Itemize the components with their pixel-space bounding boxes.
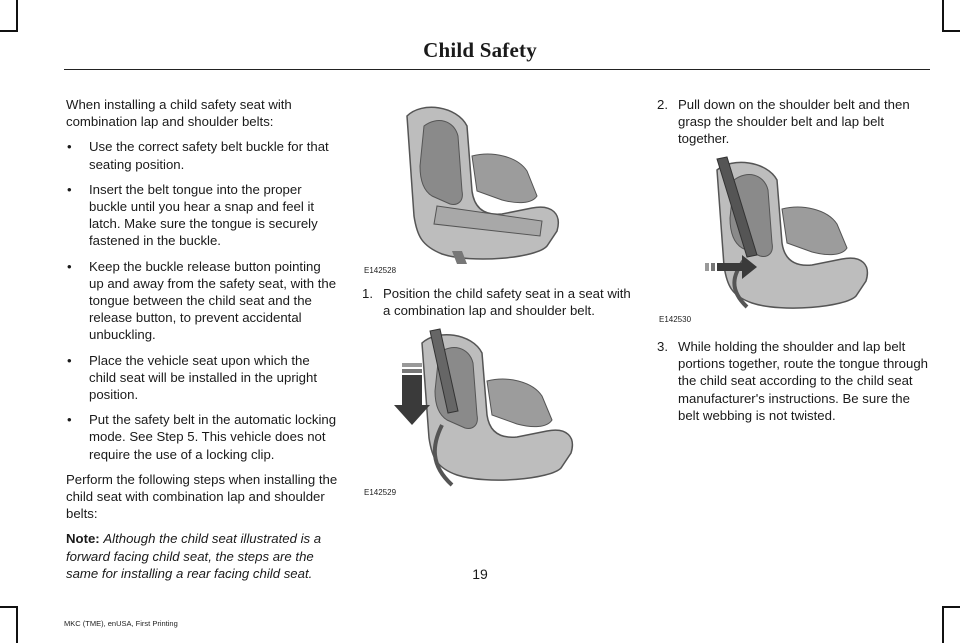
figure-code: E142529 xyxy=(364,488,397,497)
figure-child-seat-belt xyxy=(362,325,612,500)
step-2 xyxy=(657,96,929,148)
crop-mark xyxy=(942,30,960,32)
crop-mark xyxy=(942,606,944,643)
crop-mark xyxy=(16,606,18,643)
step-text: Pull down on the shoulder belt and then grasp the shoulder belt and lap belt together. xyxy=(678,97,910,147)
list-item: • Put the safety belt in the automatic locking mode. See Step 5. This vehicle does not require the use of a locking clip. xyxy=(66,411,338,463)
page-number: 19 xyxy=(472,566,488,582)
list-item: • Use the correct safety belt buckle for that seating position. xyxy=(66,138,338,172)
child-seat-grasp-illustration xyxy=(657,155,907,320)
step-3 xyxy=(657,338,929,424)
figure-code: E142530 xyxy=(659,315,692,324)
step-1 xyxy=(362,285,632,319)
step-number: 2. xyxy=(657,97,668,112)
crop-mark xyxy=(942,0,944,30)
header-divider xyxy=(64,69,930,70)
note-text: Although the child seat illustrated is a forward facing child seat, the steps are the same for installing a rear facing child seat. xyxy=(66,531,322,581)
step-text: Position the child safety seat in a seat with a combination lap and shoulder belt. xyxy=(383,286,631,319)
child-seat-belt-illustration xyxy=(362,325,612,490)
crop-mark xyxy=(0,30,18,32)
page-title: Child Safety xyxy=(423,38,537,62)
figure-child-seat xyxy=(362,96,612,276)
crop-mark xyxy=(942,606,960,608)
step-number: 3. xyxy=(657,339,668,354)
step-number: 1. xyxy=(362,286,373,301)
list-item: • Insert the belt tongue into the proper buckle until you hear a snap and feel it latch. Make sure the tongue is securely fastened in the buckle. xyxy=(66,181,338,250)
crop-mark xyxy=(16,0,18,30)
printing-info: MKC (TME), enUSA, First Printing xyxy=(64,619,178,628)
child-seat-illustration xyxy=(362,96,612,266)
figure-code: E142528 xyxy=(364,266,397,275)
list-item: • Keep the buckle release button pointing up and away from the safety seat, with the tongue between the child seat and the release button, to prevent accidental unbuckling. xyxy=(66,258,338,344)
installation-checklist xyxy=(66,138,338,462)
step-text: While holding the shoulder and lap belt portions together, route the tongue through the child seat according to the child seat manufacturer's instructions. Be sure the belt webbing is not twisted. xyxy=(678,339,929,423)
intro-paragraph: When installing a child safety seat with combination lap and shoulder belts: xyxy=(66,97,292,130)
perform-steps-paragraph: Perform the following steps when installing the child seat with combination lap and shoulder belts: xyxy=(66,471,338,522)
figure-child-seat-belt-grasp xyxy=(657,155,907,330)
list-item: • Place the vehicle seat upon which the child seat will be installed in the upright position. xyxy=(66,352,338,404)
note-label: Note: xyxy=(66,531,100,547)
intro-column xyxy=(66,96,338,590)
